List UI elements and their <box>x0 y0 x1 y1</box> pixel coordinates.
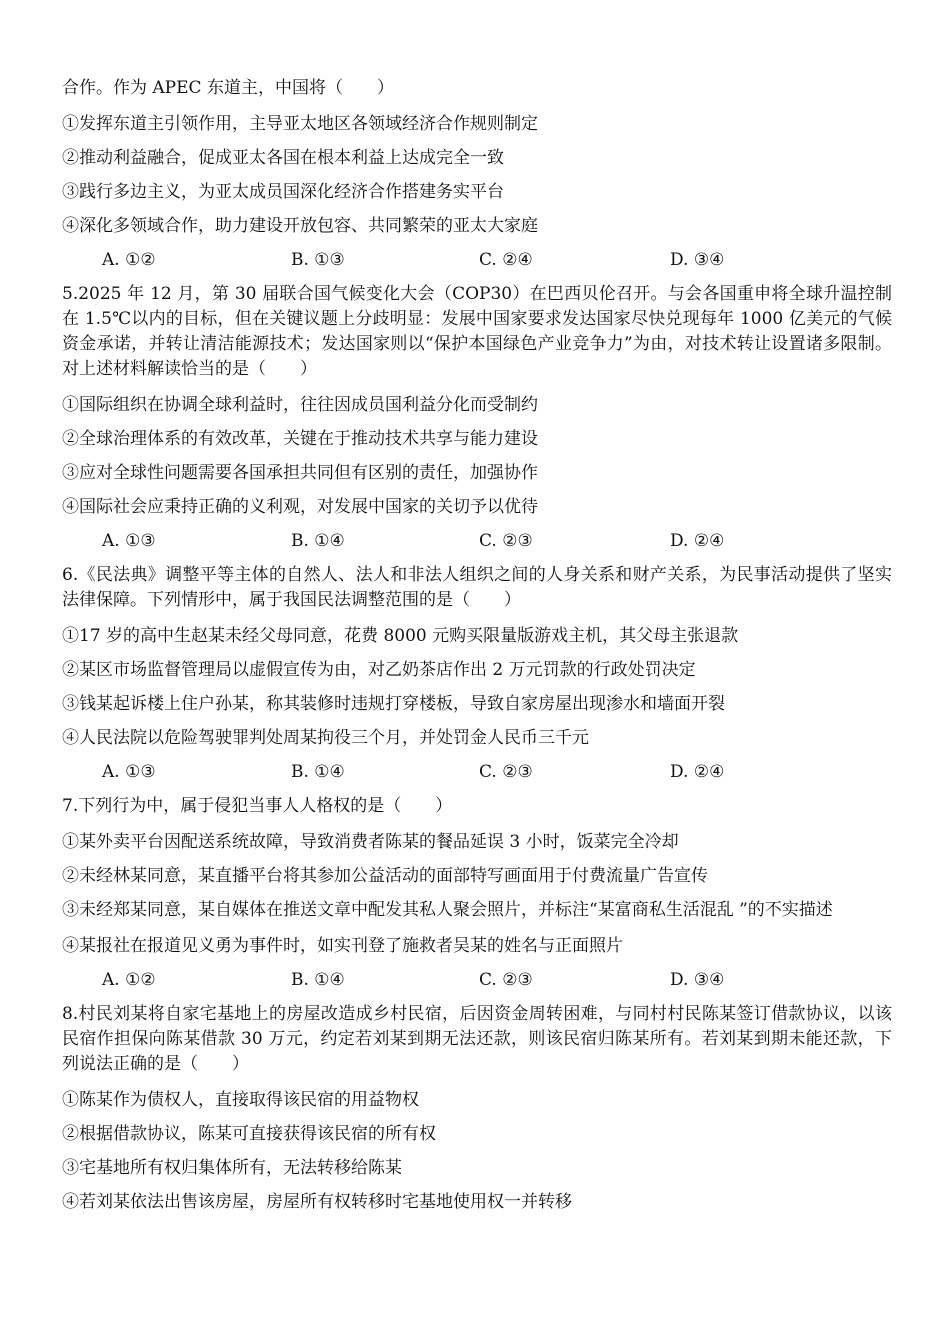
option-4: ④人民法院以危险驾驶罪判处周某拘役三个月，并处罚金人民币三千元 <box>62 728 589 748</box>
option-1: ①国际组织在协调全球利益时，往往因成员国利益分化而受制约 <box>62 395 538 415</box>
question-stem: 5.2025 年 12 月，第 30 届联合国气候变化大会（COP30）在巴西贝伦召开。与会各国重申将全球升温控制在 1.5℃以内的目标，但在关键议题上分歧明显：发展中国家要求发达国家尽快兑现每年 1000 亿美元的气候资金承诺，并转让清洁能源技术；发达国家则以“保护本国绿色产业竞争力”为由，对技术转让设置诸多限制。对上述材料解读恰当的是（ ） <box>62 284 892 379</box>
question-4 <box>62 76 892 273</box>
question-8 <box>62 1002 892 1215</box>
question-6 <box>62 563 892 785</box>
option-3: ③应对全球性问题需要各国承担共同但有区别的责任，加强协作 <box>62 463 538 483</box>
choice-c[interactable]: C. ②④ <box>479 250 533 270</box>
option-1: ①发挥东道主引领作用，主导亚太地区各领域经济合作规则制定 <box>62 114 538 134</box>
choice-c[interactable]: C. ②③ <box>479 531 533 551</box>
answer-choices <box>62 968 892 993</box>
option-1: ①某外卖平台因配送系统故障，导致消费者陈某的餐品延误 3 小时，饭菜完全冷却 <box>62 832 679 852</box>
choice-a[interactable]: A. ①② <box>102 250 156 270</box>
option-2: ②未经林某同意，某直播平台将其参加公益活动的面部特写画面用于付费流量广告宣传 <box>62 866 708 886</box>
option-4: ④某报社在报道见义勇为事件时，如实刊登了施救者吴某的姓名与正面照片 <box>62 936 623 956</box>
option-3: ③钱某起诉楼上住户孙某，称其装修时违规打穿楼板，导致自家房屋出现渗水和墙面开裂 <box>62 694 725 714</box>
choice-a[interactable]: A. ①③ <box>102 531 156 551</box>
choice-b[interactable]: B. ①④ <box>291 762 345 782</box>
choice-a[interactable]: A. ①② <box>102 970 156 990</box>
option-3: ③宅基地所有权归集体所有，无法转移给陈某 <box>62 1158 402 1178</box>
choice-b[interactable]: B. ①③ <box>291 250 345 270</box>
choice-d[interactable]: D. ③④ <box>670 970 725 990</box>
option-4: ④深化多领域合作，助力建设开放包容、共同繁荣的亚太大家庭 <box>62 216 538 236</box>
choice-b[interactable]: B. ①④ <box>291 970 345 990</box>
choice-d[interactable]: D. ③④ <box>670 250 725 270</box>
exam-page <box>62 76 892 1224</box>
option-3: ③未经郑某同意，某自媒体在推送文章中配发其私人聚会照片，并标注“某富商私生活混乱 ”的不实描述 <box>62 900 833 920</box>
question-stem: 6.《民法典》调整平等主体的自然人、法人和非法人组织之间的人身关系和财产关系，为民事活动提供了坚实法律保障。下列情形中，属于我国民法调整范围的是（ ） <box>62 565 892 610</box>
option-2: ②根据借款协议，陈某可直接获得该民宿的所有权 <box>62 1124 436 1144</box>
question-stem: 8.村民刘某将自家宅基地上的房屋改造成乡村民宿，后因资金周转困难，与同村村民陈某签订借款协议，以该民宿作担保向陈某借款 30 万元，约定若刘某到期无法还款，则该民宿归陈某所有。若刘某到期未能还款，下列说法正确的是（ ） <box>62 1004 892 1074</box>
choice-a[interactable]: A. ①③ <box>102 762 156 782</box>
answer-choices <box>62 248 892 273</box>
option-3: ③践行多边主义，为亚太成员国深化经济合作搭建务实平台 <box>62 182 504 202</box>
option-1: ①17 岁的高中生赵某未经父母同意，花费 8000 元购买限量版游戏主机，其父母主张退款 <box>62 626 739 646</box>
choice-d[interactable]: D. ②④ <box>670 762 725 782</box>
option-2: ②某区市场监督管理局以虚假宣传为由，对乙奶茶店作出 2 万元罚款的行政处罚决定 <box>62 660 696 680</box>
option-1: ①陈某作为债权人，直接取得该民宿的用益物权 <box>62 1090 419 1110</box>
question-stem: 7.下列行为中，属于侵犯当事人人格权的是（ ） <box>62 796 453 816</box>
answer-choices <box>62 760 892 785</box>
option-2: ②推动利益融合，促成亚太各国在根本利益上达成完全一致 <box>62 148 504 168</box>
question-5 <box>62 282 892 554</box>
question-7 <box>62 794 892 993</box>
choice-b[interactable]: B. ①④ <box>291 531 345 551</box>
choice-d[interactable]: D. ②④ <box>670 531 725 551</box>
option-2: ②全球治理体系的有效改革，关键在于推动技术共享与能力建设 <box>62 429 538 449</box>
option-4: ④若刘某依法出售该房屋，房屋所有权转移时宅基地使用权一并转移 <box>62 1192 572 1212</box>
option-4: ④国际社会应秉持正确的义利观，对发展中国家的关切予以优待 <box>62 497 538 517</box>
choice-c[interactable]: C. ②③ <box>479 970 533 990</box>
question-stem: 合作。作为 APEC 东道主，中国将（ ） <box>62 78 394 98</box>
answer-choices <box>62 529 892 554</box>
choice-c[interactable]: C. ②③ <box>479 762 533 782</box>
